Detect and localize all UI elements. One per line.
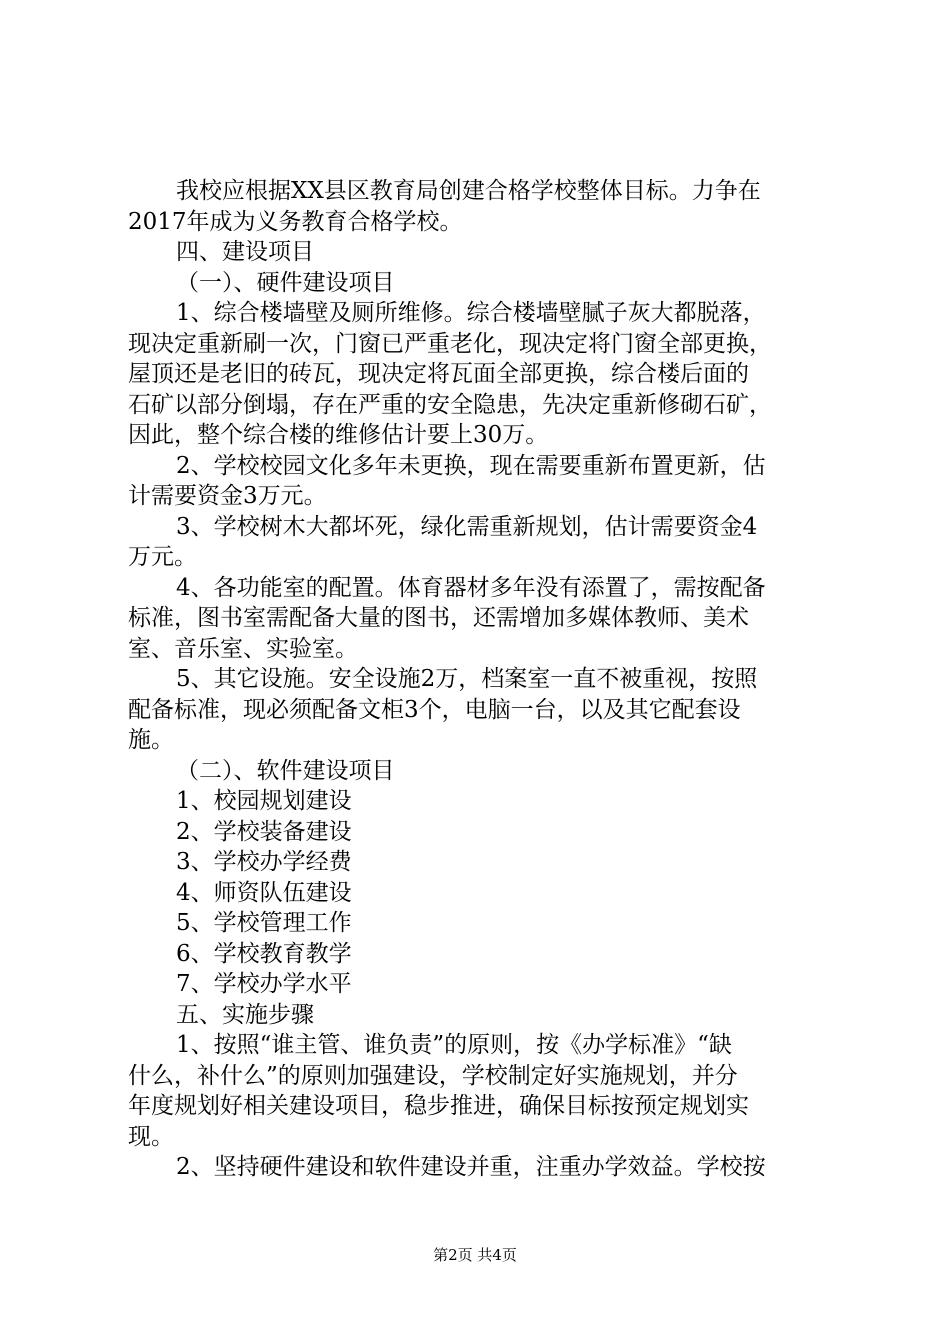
text-line: 7、学校办学水平	[176, 971, 352, 997]
text-line: 2017年成为义务教育合格学校。	[128, 208, 463, 235]
text-line: 4、师资队伍建设	[176, 879, 352, 906]
text-line: （二）、软件建设项目	[176, 757, 395, 784]
text-line: 6、学校教育教学	[176, 940, 352, 967]
text-line: 3、学校树木大都坏死，绿化需重新规划，估计需要资金4	[176, 513, 758, 540]
text-line: 什么，补什么”的原则加强建设，学校制定好实施规划，并分	[128, 1062, 738, 1089]
text-line: 配备标准，现必须配备文柜3个，电脑一台，以及其它配套设	[128, 696, 741, 723]
text-line: 5、其它设施。安全设施2万，档案室一直不被重视，按照	[176, 666, 758, 692]
text-line: 3、学校办学经费	[176, 849, 352, 875]
text-line: 现决定重新刷一次，门窗已严重老化，现决定将门窗全部更换，	[128, 330, 772, 357]
text-line: 室、音乐室、实验室。	[128, 635, 358, 662]
text-line: 我校应根据XX县区教育局创建合格学校整体目标。力争在	[176, 178, 761, 204]
text-line: 2、学校装备建设	[176, 818, 352, 845]
text-line: 石矿以部分倒塌，存在严重的安全隐患，先决定重新修砌石矿，	[128, 391, 772, 418]
document-body	[128, 176, 833, 1183]
text-line: 计需要资金3万元。	[128, 483, 327, 509]
text-line: 2、学校校园文化多年未更换，现在需要重新布置更新，估	[176, 452, 766, 479]
text-line: 1、综合楼墙壁及厕所维修。综合楼墙壁腻子灰大都脱落，	[176, 300, 766, 326]
text-line: 因此，整个综合楼的维修估计要上30万。	[128, 422, 549, 448]
text-line: 年度规划好相关建设项目，稳步推进，确保目标按预定规划实	[128, 1093, 749, 1119]
text-line: 万元。	[128, 544, 197, 570]
text-line: 1、校园规划建设	[176, 788, 352, 814]
text-line: 2、坚持硬件建设和软件建设并重，注重办学效益。学校按	[176, 1154, 766, 1180]
text-line: 现。	[128, 1123, 174, 1150]
text-line: 四、建设项目	[176, 239, 314, 265]
text-line: 4、各功能室的配置。体育器材多年没有添置了，需按配备	[176, 574, 766, 601]
page-footer: 第2页 共4页	[433, 1246, 517, 1264]
text-line: 1、按照“谁主管、谁负责”的原则，按《办学标准》“缺	[176, 1032, 732, 1058]
text-line: 施。	[128, 727, 174, 753]
text-line: （一）、硬件建设项目	[176, 269, 395, 296]
text-line: 5、学校管理工作	[176, 910, 352, 936]
text-line: 五、实施步骤	[176, 1001, 314, 1028]
text-line: 屋顶还是老旧的砖瓦，现决定将瓦面全部更换，综合楼后面的	[128, 361, 749, 387]
text-line: 标准，图书室需配备大量的图书，还需增加多媒体教师、美术	[128, 605, 749, 631]
